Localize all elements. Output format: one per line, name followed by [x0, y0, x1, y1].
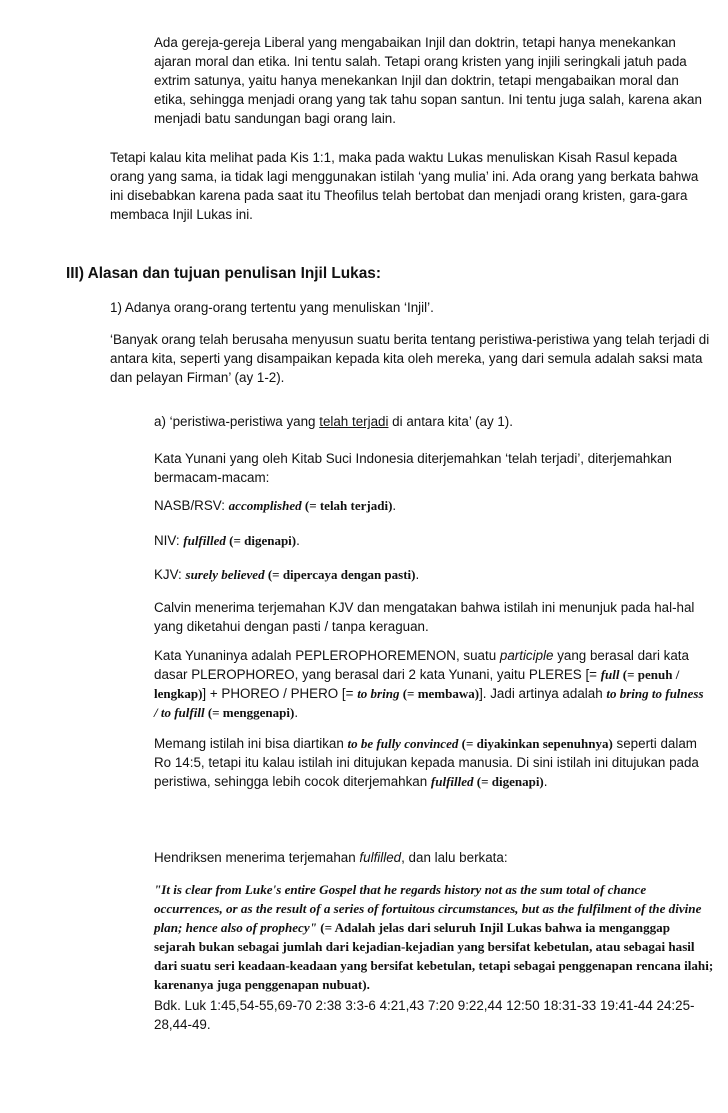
paragraph-memang	[154, 734, 706, 791]
niv-word: fulfilled	[183, 533, 226, 548]
quote-hendriksen-english: "It is clear from Luke's entire Gospel that he regards history not as the sum total of chance occurrences, or as the result of a series of fortuitous circumstances, but as the fulfilment of the divine plan; hence also of prophecy"	[154, 882, 702, 935]
greek-root-participle: participle	[499, 648, 554, 663]
quote-hendriksen-indonesian: (= Adalah jelas dari seluruh Injil Lukas bahwa ia menganggap sejarah bukan sebagai jumlah dari kejadian-kejadian yang bersifat kebetulan, atau sebagai hasil dari suatu seri keadaan-keadaan yang bersifat kebetulan, tetapi sebagai penggenapan rencana ilahi; karenanya juga penggenapan nubuat).	[154, 920, 714, 992]
greek-root-to-bring: to bring	[357, 686, 400, 701]
translation-kjv	[154, 565, 706, 584]
greek-root-menggenapi: (= menggenapi)	[204, 705, 295, 720]
greek-root-text-1: Kata Yunaninya adalah PEPLEROPHOREMENON, suatu	[154, 648, 500, 663]
nasb-gloss: (= telah terjadi)	[301, 498, 393, 513]
paragraph-liberal-churches: Ada gereja-gereja Liberal yang mengabaikan Injil dan doktrin, tetapi hanya menekankan ajaran moral dan etika. Ini tentu salah. Tetapi orang kristen yang injili seringkali jatuh pada extrim satunya, yaitu hanya menekankan Injil dan doktrin, tetapi mengabaikan moral dan etika, sehingga menjadi orang yang tak tahu sopan santun. Ini tentu juga salah, karena akan menjadi batu sandungan bagi orang lain.	[154, 35, 702, 126]
greek-root-text-3: yang berasal dari kata dasar PLEROPHOREO, yang berasal dari 2 kata Yunani, yaitu PLERES [=	[154, 648, 689, 682]
sub-point-a-pre: a) ‘peristiwa-peristiwa yang	[154, 414, 320, 429]
paragraph-calvin: Calvin menerima terjemahan KJV dan mengatakan bahwa istilah ini menunjuk pada hal-hal yang diketahui dengan pasti / tanpa keraguan.	[154, 600, 695, 634]
paragraph-acts-reference: Tetapi kalau kita melihat pada Kis 1:1, maka pada waktu Lukas menuliskan Kisah Rasul kepada orang yang sama, ia tidak lagi menggunakan istilah ‘yang mulia’ ini. Ada orang yang berkata bahwa ini disebabkan karena pada saat itu Theofilus telah bertobat dan menjadi orang kristen, gara-gara membaca Injil Lukas ini.	[110, 150, 699, 222]
memang-diyakinkan: (= diyakinkan sepenuhnya)	[458, 736, 613, 751]
translation-niv	[154, 531, 706, 550]
kjv-word: surely believed	[185, 567, 265, 582]
nasb-word: accomplished	[228, 498, 302, 513]
hendriksen-text-1: Hendriksen menerima terjemahan	[154, 850, 360, 865]
kjv-gloss: (= dipercaya dengan pasti)	[264, 567, 416, 582]
niv-gloss: (= digenapi)	[225, 533, 297, 548]
quote-verses-1-2: ‘Banyak orang telah berusaha menyusun suatu berita tentang peristiwa-peristiwa yang telah terjadi di antara kita, seperti yang disampaikan kepada kita oleh mereka, yang dari semula adalah saksi mata dan pelayan Firman’ (ay 1-2).	[110, 332, 710, 385]
memang-end: .	[543, 774, 548, 789]
translation-nasb	[154, 496, 706, 515]
greek-root-end: .	[294, 705, 299, 720]
section-heading: III) Alasan dan tujuan penulisan Injil Lukas:	[66, 265, 381, 282]
kjv-label: KJV:	[154, 567, 186, 582]
greek-root-text-9: ]. Jadi artinya adalah	[479, 686, 607, 701]
memang-digenapi: (= digenapi)	[473, 774, 544, 789]
nasb-end: .	[392, 498, 397, 513]
point-one: 1) Adanya orang-orang tertentu yang menuliskan ‘Injil’.	[110, 300, 434, 315]
hendriksen-text-3: , dan lalu berkata:	[401, 850, 508, 865]
memang-fulfilled: fulfilled	[430, 774, 474, 789]
greek-root-text-6: ] + PHOREO / PHERO [=	[202, 686, 358, 701]
sub-point-a-post: di antara kita’ (ay 1).	[388, 414, 513, 429]
memang-text-4: seperti dalam Ro 14:5, tetapi itu kalau istilah ini ditujukan kepada manusia. Di sini istilah ini ditujukan pada peristiwa, sehingga lebih cocok diterjemahkan	[154, 736, 699, 789]
greek-root-penuh: (= penuh / lengkap)	[154, 667, 680, 701]
sub-point-a-underlined: telah terjadi	[319, 414, 389, 429]
paragraph-hendriksen	[154, 848, 706, 867]
paragraph-greek-word: Kata Yunani yang oleh Kitab Suci Indonesia diterjemahkan ‘telah terjadi’, diterjemahkan bermacam-macam:	[154, 451, 672, 485]
nasb-label: NASB/RSV:	[154, 498, 229, 513]
greek-root-to-fulfill: to bring to fulness / to fulfill	[154, 686, 704, 720]
memang-text-1: Memang istilah ini bisa diartikan	[154, 736, 348, 751]
niv-label: NIV:	[154, 533, 184, 548]
memang-fully-convinced: to be fully convinced	[347, 736, 459, 751]
niv-end: .	[296, 533, 300, 548]
quote-hendriksen	[154, 880, 714, 994]
paragraph-cross-references: Bdk. Luk 1:45,54-55,69-70 2:38 3:3-6 4:21,43 7:20 9:22,44 12:50 18:31-33 19:41-44 24:25-28,44-49.	[154, 998, 695, 1032]
hendriksen-fulfilled: fulfilled	[359, 850, 402, 865]
greek-root-full: full	[600, 667, 620, 682]
kjv-end: .	[415, 567, 420, 582]
sub-point-a	[154, 412, 706, 431]
greek-root-membawa: (= membawa)	[399, 686, 480, 701]
paragraph-greek-root	[154, 646, 706, 722]
